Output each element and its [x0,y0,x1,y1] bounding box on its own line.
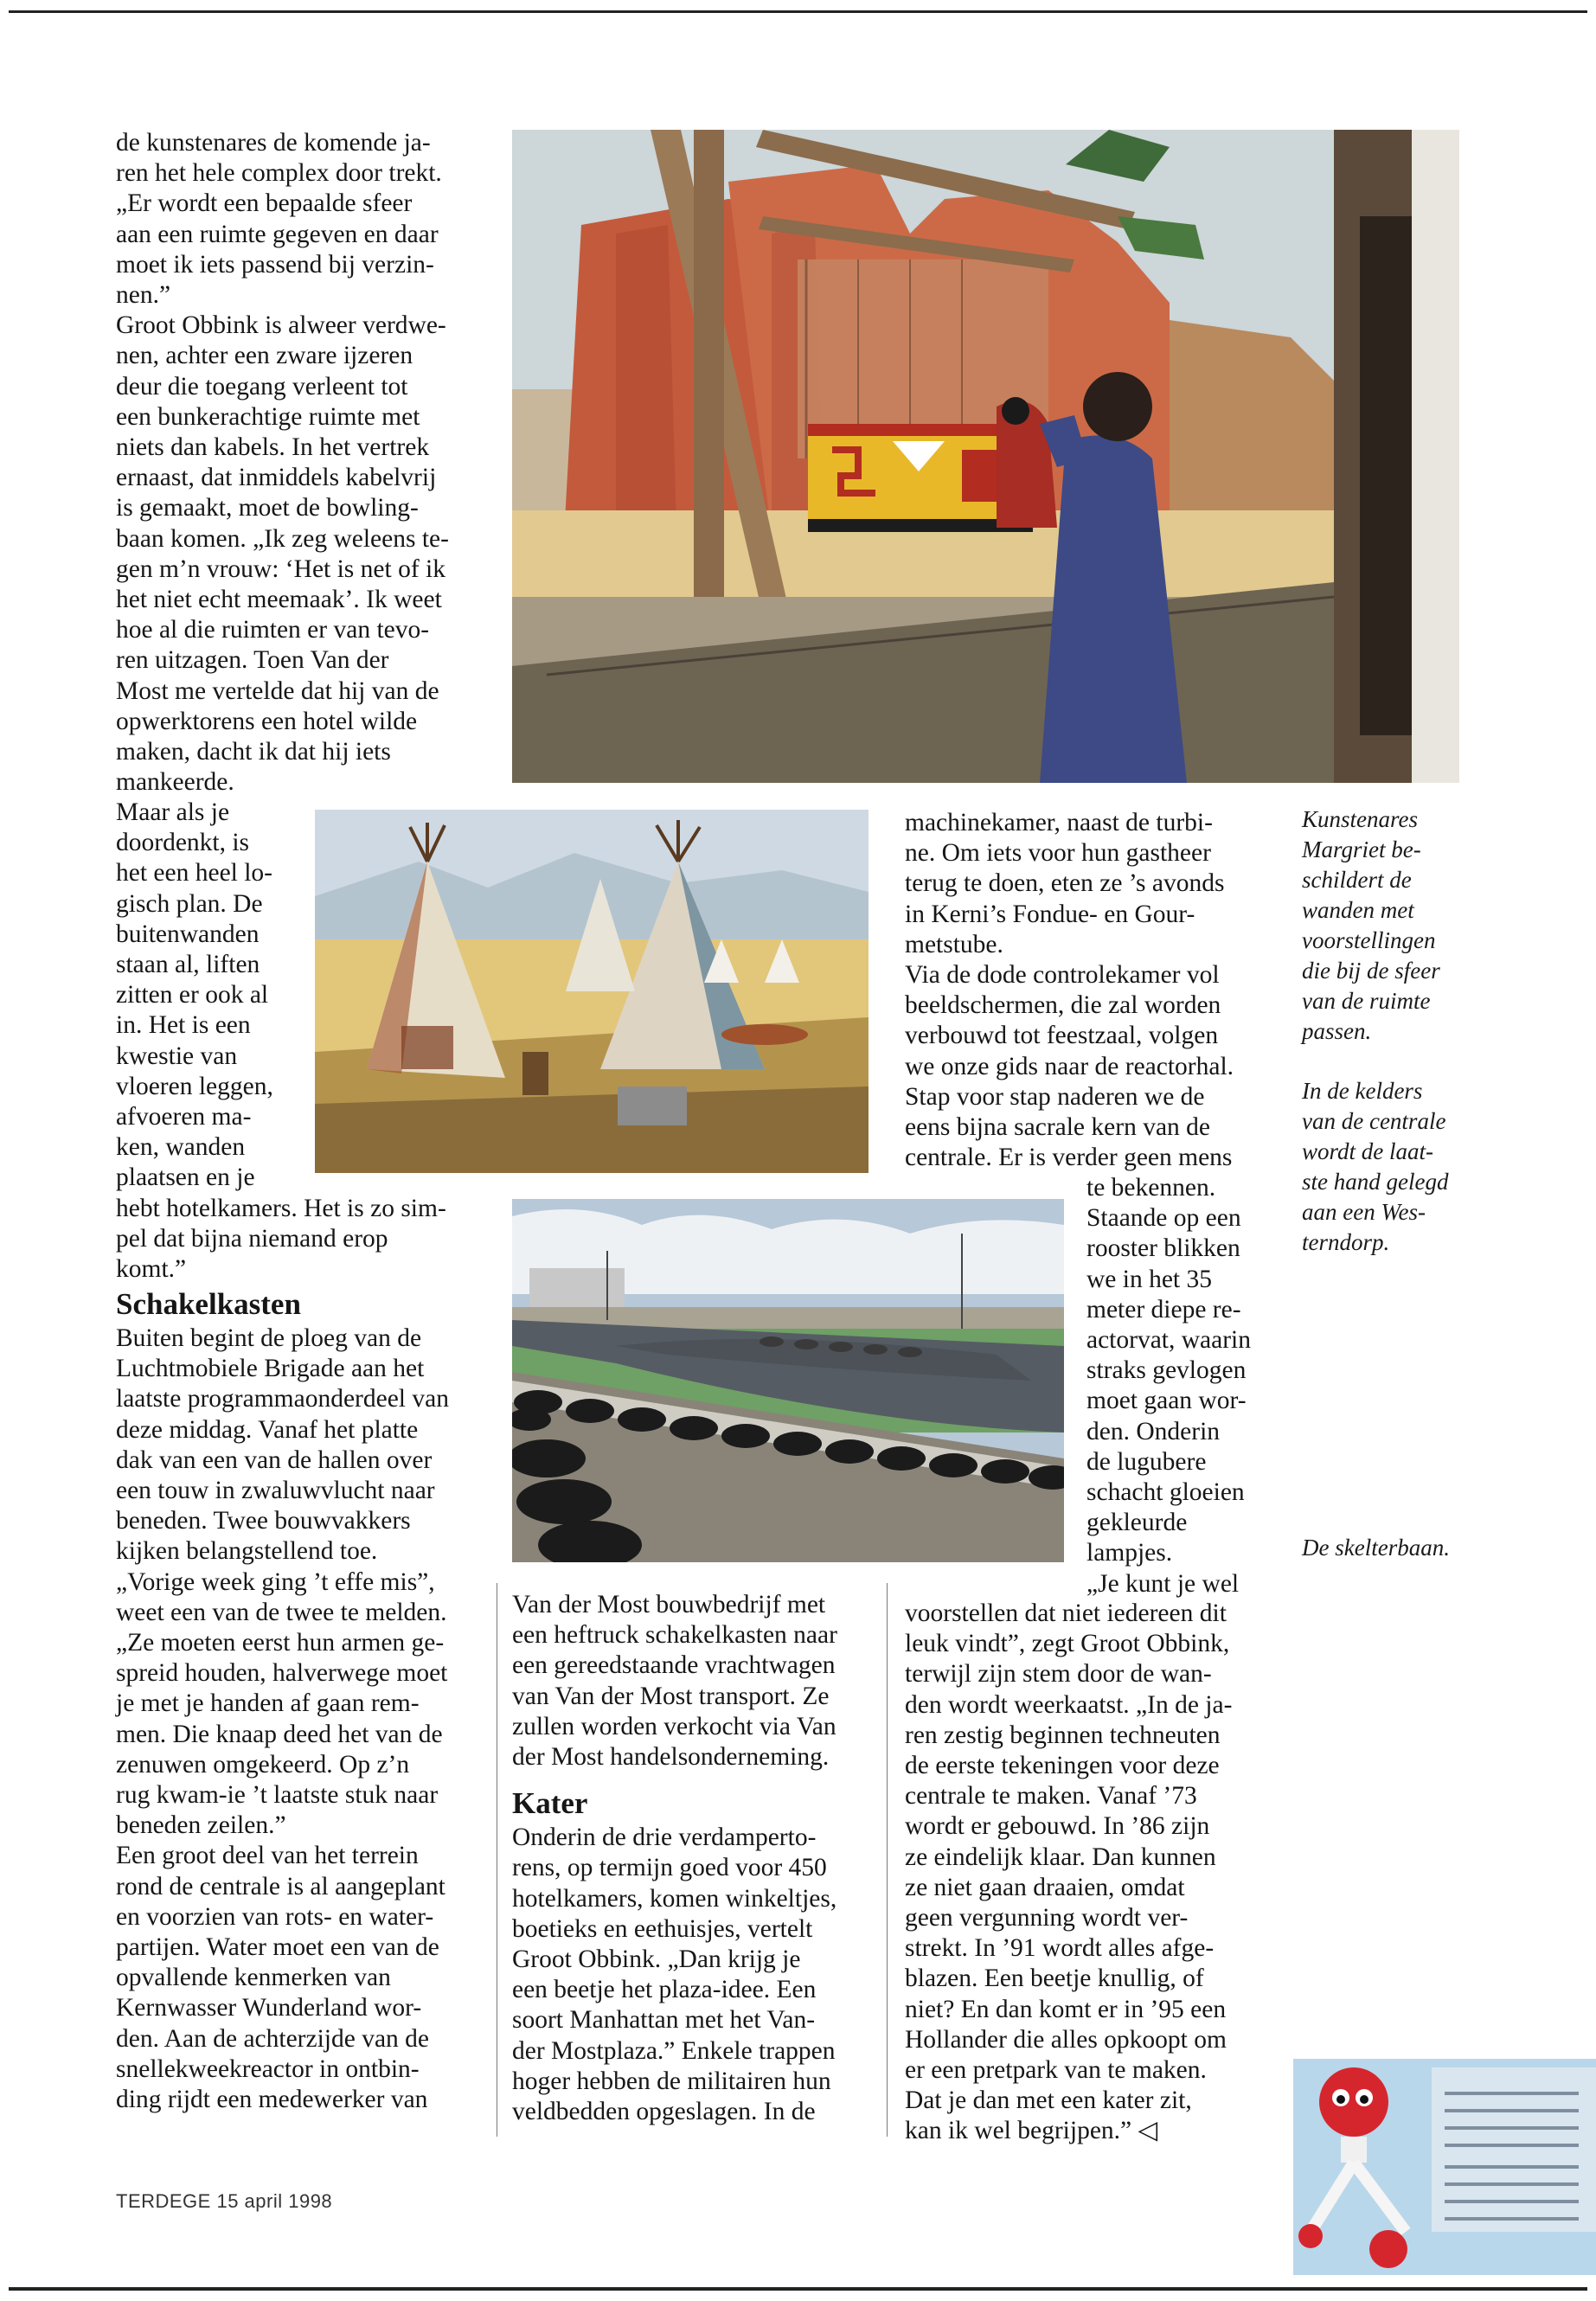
text-line: schacht gloeien [1086,1478,1245,1507]
text-line: voorstellen dat niet iedereen dit [905,1599,1227,1627]
text-line: In de kelders [1302,1078,1423,1104]
text-line: kijken belangstellend toe. [116,1537,378,1566]
text-line: eens bijna sacrale kern van de [905,1113,1211,1142]
text-line: zenuwen omgekeerd. Op z’n [116,1750,410,1779]
text-line: van de centrale [1302,1108,1446,1134]
photo-painter-mural [512,130,1459,783]
text-line: terwijl zijn stem door de wan- [905,1660,1212,1689]
text-line: een gereedstaande vrachtwagen [512,1651,836,1680]
text-line: verbouwd tot feestzaal, volgen [905,1022,1219,1050]
text-line: snellekweekreactor in ontbin- [116,2054,420,2083]
text-line: we in het 35 [1086,1265,1213,1293]
text-line: voorstellingen [1302,927,1436,953]
text-line: gekleurde [1086,1509,1188,1537]
text-line: den wordt weerkaatst. „In de ja- [905,1690,1233,1719]
column-3-narrow [1086,1173,1285,1599]
text-line: lampjes. [1086,1539,1173,1567]
text-line: leuk vindt”, zegt Groot Obbink, [905,1630,1230,1658]
text-line: terndorp. [1302,1229,1390,1255]
text-line: „Je kunt je wel [1086,1569,1240,1598]
text-line: buitenwanden [116,920,260,948]
text-line: Hollander die alles opkoopt om [905,2025,1227,2054]
text-line: Most me vertelde dat hij van de [116,676,439,705]
column-2-after [512,1823,875,2127]
text-line: opvallende kenmerken van [116,1964,391,1992]
heading-schakelkasten: Schakelkasten [116,1287,301,1321]
text-line: Van der Most bouwbedrijf met [512,1591,826,1618]
column-3-top [905,808,1277,1173]
text-line: ernaast, dat inmiddels kabelvrij [116,464,437,492]
column-1-rest [116,1287,497,2115]
text-line: Kunstenares [1302,806,1418,832]
text-line: in. Het is een [116,1011,251,1040]
text-line: we onze gids naar de reactorhal. [905,1052,1234,1080]
column-1-after [116,1324,497,2115]
text-line: den. Aan de achterzijde van de [116,2024,430,2053]
text-line: „Vorige week ging ’t effe mis”, [116,1567,435,1596]
text-line: blazen. Een beetje knullig, of [905,1965,1204,1993]
text-line: Een groot deel van het terrein [116,1842,419,1870]
text-line: wanden met [1302,897,1414,923]
text-line: Groot Obbink. „Dan krijg je [512,1945,801,1974]
text-line: aan een ruimte gegeven en daar [116,220,439,248]
text-line: straks gevlogen [1086,1356,1247,1385]
text-line: hebt hotelkamers. Het is zo sim- [116,1195,446,1222]
text-line: het niet echt meemaak’. Ik weet [116,586,442,614]
caption-track [1302,1533,1509,1563]
text-line: meter diepe re- [1086,1295,1241,1324]
column-2-top [512,1590,875,1772]
caption-column [1302,804,1509,1287]
text-line: ding rijdt een medewerker van [116,2086,428,2114]
text-line: te bekennen. [1086,1174,1216,1202]
caption-village [1302,1076,1509,1258]
text-line: zullen worden verkocht via Van [512,1712,836,1740]
photo-western-village [315,810,869,1173]
text-line: er een pretpark van te maken. [905,2056,1207,2085]
text-line: niet? En dan komt er in ’95 een [905,1995,1227,2023]
text-line: Groot Obbink is alweer verdwe- [116,311,446,340]
text-line: „Er wordt een bepaalde sfeer [116,189,413,218]
text-line: ren uitzagen. Toen Van der [116,646,389,675]
text-line: centrale te maken. Vanaf ’73 [905,1782,1197,1811]
text-line: beeldschermen, die zal worden [905,991,1221,1020]
text-line: zitten er ook al [116,981,269,1009]
text-line: van Van der Most transport. Ze [512,1682,830,1710]
text-line: machinekamer, naast de turbi- [905,809,1213,836]
text-line: wordt er gebouwd. In ’86 zijn [905,1812,1210,1841]
text-line: ze eindelijk klaar. Dan kunnen [905,1843,1216,1871]
text-line: De skelterbaan. [1302,1535,1450,1561]
text-line: boetieks en eethuisjes, vertelt [512,1914,813,1943]
text-line: maken, dacht ik dat hij iets [116,738,391,766]
text-line: is gemaakt, moet de bowling- [116,494,419,522]
text-line: een touw in zwaluwvlucht naar [116,1477,435,1505]
text-line: pel dat bijna niemand erop [116,1225,388,1253]
caption-painter [1302,804,1509,1047]
text-line: een heftruck schakelkasten naar [512,1621,837,1650]
photo-kart-track [512,1199,1064,1562]
text-line: Buiten begint de ploeg van de [116,1324,422,1352]
text-line: komt.” [116,1255,187,1284]
text-line: Margriet be- [1302,836,1421,862]
text-line: ren het hele complex door trekt. [116,159,442,188]
text-line: hoger hebben de militairen hun [512,2067,831,2095]
photo-thumbnail-robot [1293,2059,1596,2275]
text-line: plaatsen en je [116,1163,255,1192]
text-line: die bij de sfeer [1302,958,1440,984]
text-line: rug kwam-ie ’t laatste stuk naar [116,1781,439,1810]
text-line: nen.” [116,281,171,310]
text-line: der Mostplaza.” Enkele trappen [512,2036,836,2065]
text-line: baan komen. „Ik zeg weleens te- [116,524,449,553]
text-line: ken, wanden [116,1133,246,1162]
text-line: geen vergunning wordt ver- [905,1904,1189,1932]
text-line: strekt. In ’91 wordt alles afge- [905,1934,1215,1963]
text-line: deze middag. Vanaf het platte [116,1415,419,1444]
text-line: ze niet gaan draaien, omdat [905,1873,1185,1901]
text-line: passen. [1302,1018,1372,1044]
text-line: afvoeren ma- [116,1103,252,1131]
text-line: Stap voor stap naderen we de [905,1082,1205,1111]
text-line: der Most handelsonderneming. [512,1743,830,1772]
text-line: centrale. Er is verder geen mens [905,1144,1233,1172]
text-line: moet gaan wor- [1086,1387,1247,1415]
text-line: aan een Wes- [1302,1199,1426,1225]
text-line: gen m’n vrouw: ‘Het is net of ik [116,554,445,583]
text-line: Kernwasser Wunderland wor- [116,1994,422,2022]
text-line: beneden zeilen.” [116,1811,286,1840]
text-line: men. Die knaap deed het van de [116,1720,443,1748]
column-2 [512,1590,875,2127]
text-line: terug te doen, eten ze ’s avonds [905,869,1225,898]
text-line: Dat je dan met een kater zit, [905,2086,1192,2115]
text-line: weet een van de twee te melden. [116,1598,447,1626]
text-line: mankeerde. [116,768,234,797]
text-line: partijen. Water moet een van de [116,1933,439,1962]
text-line: in Kerni’s Fondue- en Gour- [905,900,1195,928]
text-line: gisch plan. De [116,889,263,918]
text-line: hotelkamers, komen winkeltjes, [512,1884,837,1913]
text-line: je met je handen af gaan rem- [116,1689,420,1718]
text-line: rens, op termijn goed voor 450 [512,1854,827,1882]
column-rule-3 [887,1583,888,2137]
text-line: den. Onderin [1086,1417,1221,1445]
text-line: actorvat, waarin [1086,1326,1252,1355]
text-line: deur die toegang verleent tot [116,372,408,401]
text-line: wordt de laat- [1302,1138,1433,1164]
text-line: veldbedden opgeslagen. In de [512,2098,816,2126]
text-line: een beetje het plaza-idee. Een [512,1976,817,2004]
text-line: het een heel lo- [116,859,273,888]
text-line: kan ik wel begrijpen.” ◁ [905,2117,1158,2145]
text-line: dak van een van de hallen over [116,1445,433,1474]
text-line: kwestie van [116,1042,238,1070]
text-line: van de ruimte [1302,988,1431,1014]
text-line: ste hand gelegd [1302,1169,1449,1195]
heading-kater: Kater [512,1786,588,1821]
text-line: „Ze moeten eerst hun armen ge- [116,1629,445,1657]
text-line: rooster blikken [1086,1234,1240,1263]
text-line: ren zestig beginnen techneuten [905,1721,1221,1749]
text-line: doordenkt, is [116,829,250,857]
text-line: spreid houden, halverwege moet [116,1659,448,1688]
text-line: metstube. [905,930,1003,958]
text-line: moet ik iets passend bij verzin- [116,250,434,279]
text-line: nen, achter een zware ijzeren [116,342,413,370]
text-line: de kunstenares de komende ja- [116,129,431,157]
text-line: een bunkerachtige ruimte met [116,402,420,431]
text-line: beneden. Twee bouwvakkers [116,1507,411,1535]
text-line: Onderin de drie verdamperto- [512,1823,817,1852]
text-line: de eerste tekeningen voor deze [905,1752,1220,1780]
text-line: Maar als je [116,798,230,826]
text-line: laatste programmaonderdeel van [116,1385,449,1413]
text-line: Via de dode controlekamer vol [905,961,1220,990]
text-line: opwerktorens een hotel wilde [116,707,418,735]
text-line: schildert de [1302,867,1412,893]
column-1-narrow [116,798,306,1194]
text-line: en voorzien van rots- en water- [116,1902,434,1931]
column-1-top [116,128,479,798]
text-line: de lugubere [1086,1447,1207,1476]
text-line: staan al, liften [116,951,260,979]
column-1-bottom [116,1194,497,1285]
column-3-bottom [905,1599,1285,2147]
text-line: vloeren leggen, [116,1072,273,1100]
text-line: Staande op een [1086,1204,1241,1233]
page-footer: TERDEGE 15 april 1998 [116,2190,333,2212]
text-line: ne. Om iets voor hun gastheer [905,839,1211,868]
text-line: hoe al die ruimten er van tevo- [116,616,430,644]
text-line: rond de centrale is al aangeplant [116,1872,445,1900]
text-line: niets dan kabels. In het vertrek [116,433,430,462]
text-line: Luchtmobiele Brigade aan het [116,1355,425,1383]
text-line: soort Manhattan met het Van- [512,2006,816,2035]
